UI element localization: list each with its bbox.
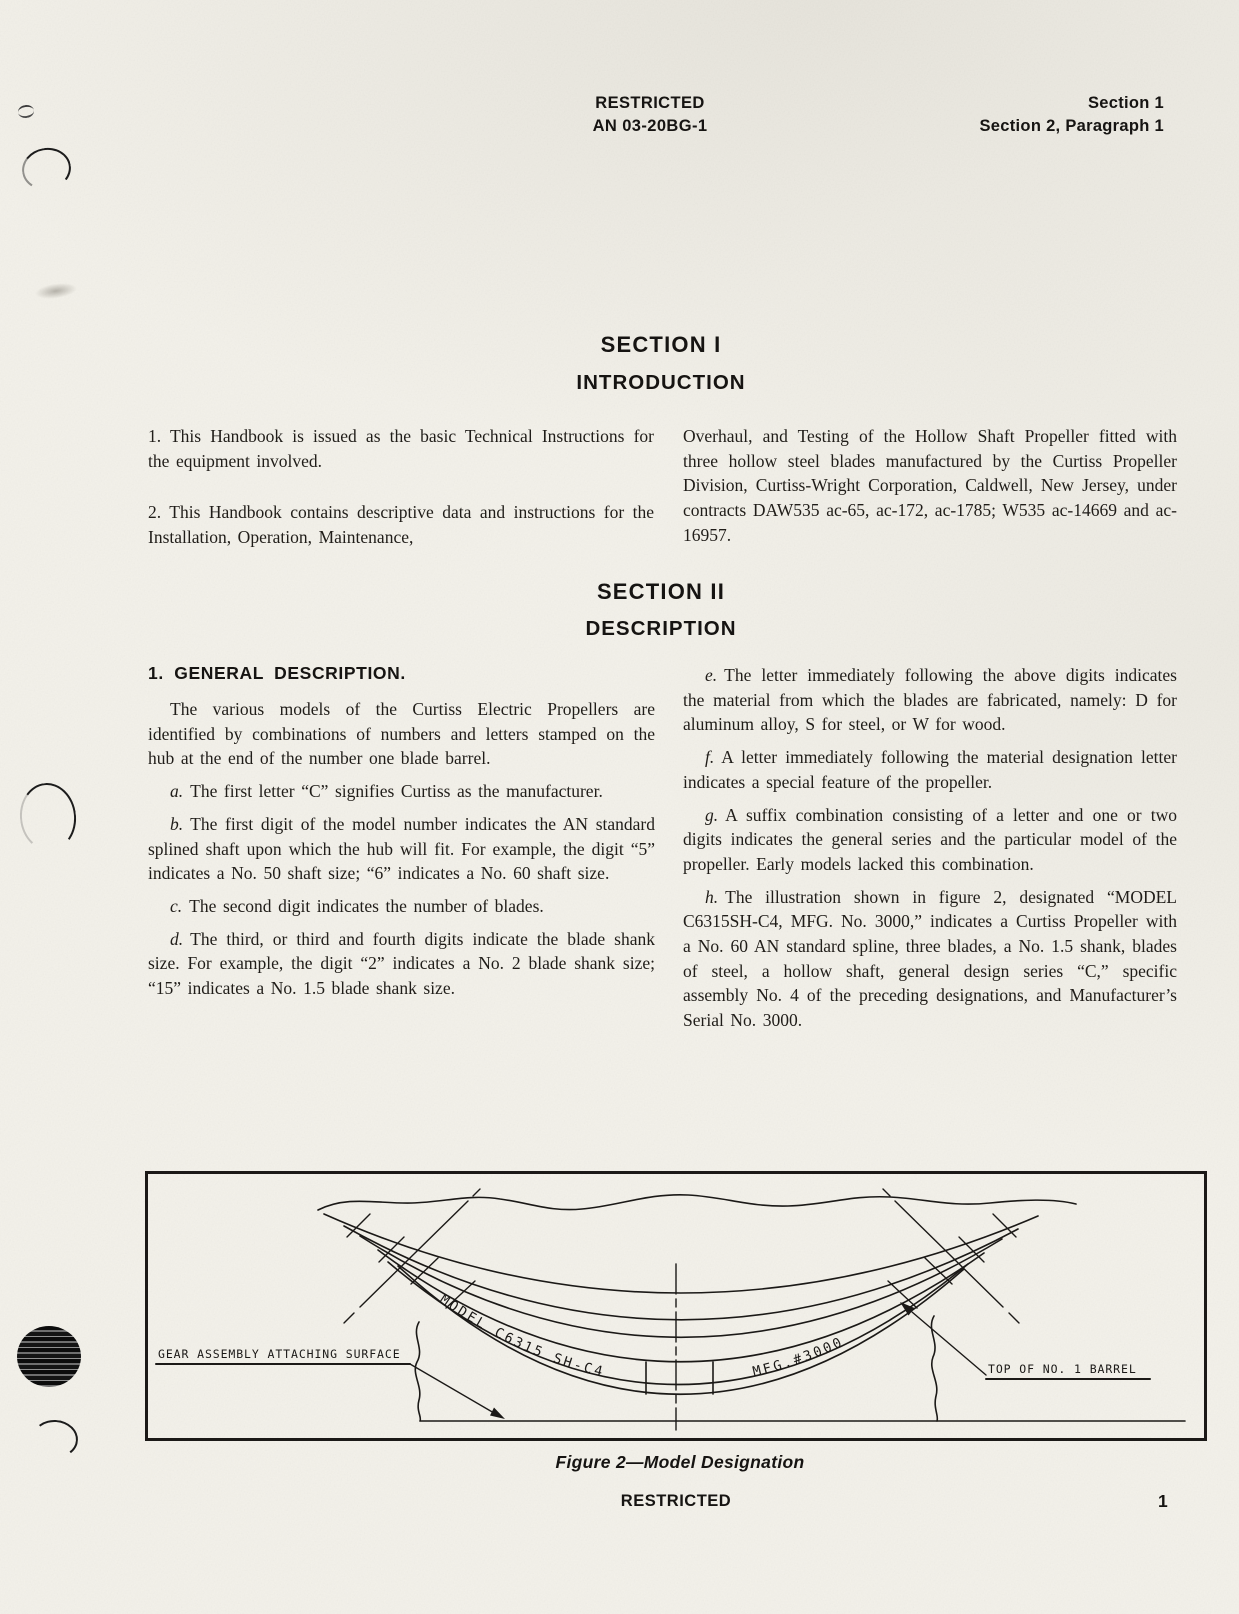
section-line-right-dash [883, 1189, 890, 1196]
description-paragraph-c: c. The second digit indicates the number of blades. [170, 895, 544, 916]
header-doc-number: AN 03-20BG-1 [592, 117, 708, 135]
intro-paragraph-2: 2. This Handbook contains descriptive data and instructions for the Installation, Operation, Maintenance, [148, 502, 654, 548]
paragraph-marker-a: a. [170, 781, 184, 802]
break-line-top [318, 1195, 1076, 1210]
description-paragraph-h: h. The illustration shown in figure 2, designated “MODEL C6315SH-C4, MFG. No. 3000,” indicates a Curtiss Propeller with a No. 60 AN standard spline, three blades, a No. 1.5 shank, blades of steel, a hollow shaft, general design series “C,” specific assembly No. 4 of the preceding designations, and Manufacturer’s Serial No. 3000. [683, 886, 1177, 1031]
section-line-left-dash [473, 1189, 480, 1196]
stamp-mfg-text: MFG.#3000 [751, 1333, 847, 1381]
intro-paragraph-1: 1. This Handbook is issued as the basic Technical Instructions for the equipment involved. [148, 426, 654, 471]
intro-left-column [148, 424, 654, 558]
description-paragraph-g: g. A suffix combination consisting of a letter and one or two digits indicates the general series and the particular model of the propeller. Early models lacked this combination. [683, 804, 1177, 874]
general-description-heading: 1. GENERAL DESCRIPTION. [148, 663, 406, 683]
paragraph-marker-b: b. [170, 813, 184, 834]
barrel-arc-4 [378, 1250, 984, 1362]
footer-classification: RESTRICTED [620, 1492, 732, 1510]
figure-frame [145, 1171, 1207, 1441]
section-i-subtitle: INTRODUCTION [576, 371, 746, 394]
header-section-line1: Section 1 [1087, 94, 1164, 112]
section-i-title: SECTION I [600, 332, 722, 357]
figure-drawing [148, 1174, 1204, 1438]
section-line-left-dash [344, 1313, 354, 1323]
header-section-line2: Section 2, Paragraph 1 [979, 117, 1164, 135]
paragraph-marker-f: f. [705, 747, 715, 768]
description-left-column [148, 697, 655, 1009]
hatch-line [959, 1237, 984, 1262]
figure-label-top-barrel: TOP OF NO. 1 BARREL [988, 1362, 1137, 1376]
header-section-reference [980, 92, 1165, 138]
description-paragraph-f: f. A letter immediately following the material designation letter indicates a special feature of the propeller. [683, 747, 1177, 792]
scan-smudge [32, 280, 80, 302]
stamp-model-text: MODEL C6315 SH-C4 [436, 1291, 607, 1381]
scan-mark-squiggle [17, 104, 35, 119]
figure-label-gear-surface: GEAR ASSEMBLY ATTACHING SURFACE [158, 1347, 401, 1361]
scan-mark-arc-bottom [31, 1418, 80, 1459]
arrowhead-left [490, 1408, 505, 1420]
description-paragraph-intro: The various models of the Curtiss Electric Propellers are identified by combinations of numbers and letters stamped on the hub at the end of the number one blade barrel. [148, 699, 655, 769]
description-paragraph-b: b. The first digit of the model number indicates the AN standard splined shaft upon which the hub will fit. For example, the digit “5” indicates a No. 50 shaft size; “6” indicates a No. 60 shaft size. [148, 813, 655, 884]
intro-right-column [683, 424, 1177, 556]
header-classification: RESTRICTED [595, 94, 705, 112]
paragraph-marker-g: g. [705, 804, 719, 825]
intro-paragraph-3: Overhaul, and Testing of the Hollow Shaft Propeller fitted with three hollow steel blades manufactured by the Curtiss Propeller Division, Curtiss-Wright Corporation, Caldwell, New Jersey, under contracts DAW535 ac-65, ac-172, ac-1785; W535 ac-14669 and ac-16957. [683, 426, 1177, 545]
paragraph-marker-h: h. [705, 886, 719, 907]
section-ii-title: SECTION II [596, 579, 726, 604]
barrel-arc-3 [360, 1236, 1002, 1337]
description-paragraph-d: d. The third, or third and fourth digits indicate the blade shank size. For example, the digit “2” indicates a No. 2 blade shank size; “15” indicates a No. 1.5 blade shank size. [148, 928, 655, 999]
barrel-arc-1 [324, 1214, 1038, 1293]
header-center [450, 92, 850, 138]
section-ii-subtitle: DESCRIPTION [585, 617, 737, 640]
description-right-column [683, 663, 1177, 1041]
description-paragraph-e: e. The letter immediately following the above digits indicates the material from which the blades are fabricated, namely: D for aluminum alloy, S for steel, or W for wood. [683, 665, 1177, 735]
punch-hole [17, 1326, 81, 1387]
break-line-left [415, 1322, 420, 1421]
section-line-left [360, 1201, 468, 1307]
leader-line-left [410, 1364, 494, 1413]
section-line-right [895, 1201, 1003, 1307]
description-paragraph-a: a. The first letter “C” signifies Curtiss as the manufacturer. [170, 781, 603, 802]
paragraph-marker-e: e. [705, 665, 718, 685]
leader-line-right [912, 1312, 986, 1375]
paragraph-marker-c: c. [170, 895, 183, 916]
page-number: 1 [1158, 1491, 1168, 1511]
paragraph-marker-d: d. [170, 928, 184, 949]
scan-mark-arc-middle [17, 780, 80, 853]
figure-caption: Figure 2—Model Designation [555, 1452, 805, 1472]
section-line-right-dash [1009, 1313, 1019, 1323]
scan-mark-arc-top [19, 144, 75, 194]
